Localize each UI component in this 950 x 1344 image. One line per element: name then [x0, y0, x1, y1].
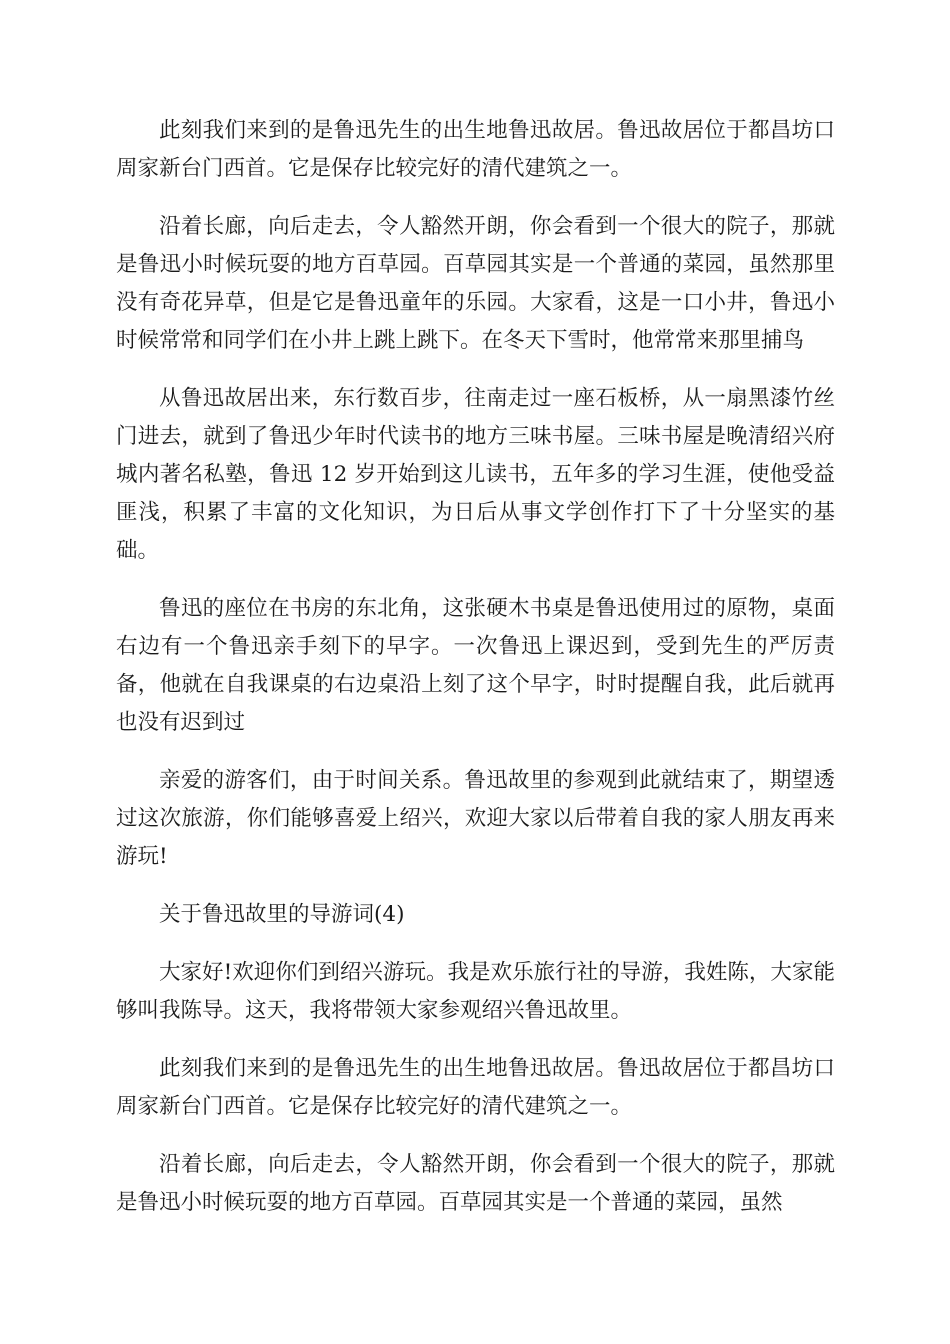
- paragraph-3: 从鲁迅故居出来，东行数百步，往南走过一座石板桥，从一扇黑漆竹丝门进去，就到了鲁迅少年时代读书的地方三味书屋。三味书屋是晚清绍兴府城内著名私塾，鲁迅 12 岁开始到这儿读书，五年多的学习生涯，使他受益匪浅，积累了丰富的文化知识，为日后从事文学创作打下了十分坚实的基础。: [116, 386, 835, 563]
- paragraph-7: 大家好!欢迎你们到绍兴游玩。我是欢乐旅行社的导游，我姓陈，大家能够叫我陈导。这天，我将带领大家参观绍兴鲁迅故里。: [116, 960, 835, 1023]
- paragraph-2: 沿着长廊，向后走去，令人豁然开朗，你会看到一个很大的院子，那就是鲁迅小时候玩耍的地方百草园。百草园其实是一个普通的菜园，虽然那里没有奇花异草，但是它是鲁迅童年的乐园。大家看，这是一口小井，鲁迅小时候常常和同学们在小井上跳上跳下。在冬天下雪时，他常常来那里捕鸟: [116, 214, 835, 353]
- paragraph-8: 此刻我们来到的是鲁迅先生的出生地鲁迅故居。鲁迅故居位于都昌坊口周家新台门西首。它是保存比较完好的清代建筑之一。: [116, 1056, 835, 1119]
- paragraph-5: 亲爱的游客们，由于时间关系。鲁迅故里的参观到此就结束了，期望透过这次旅游，你们能够喜爱上绍兴，欢迎大家以后带着自我的家人朋友再来游玩!: [116, 768, 835, 869]
- section-heading: 关于鲁迅故里的导游词(4): [159, 902, 405, 927]
- paragraph-9: 沿着长廊，向后走去，令人豁然开朗，你会看到一个很大的院子，那就是鲁迅小时候玩耍的地方百草园。百草园其实是一个普通的菜园，虽然: [116, 1152, 835, 1215]
- document-page: [116, 112, 835, 1242]
- paragraph-4: 鲁迅的座位在书房的东北角，这张硬木书桌是鲁迅使用过的原物，桌面右边有一个鲁迅亲手刻下的早字。一次鲁迅上课迟到，受到先生的严厉责备，他就在自我课桌的右边桌沿上刻了这个早字，时时提醒自我，此后就再也没有迟到过: [116, 596, 835, 735]
- paragraph-1: 此刻我们来到的是鲁迅先生的出生地鲁迅故居。鲁迅故居位于都昌坊口周家新台门西首。它是保存比较完好的清代建筑之一。: [116, 118, 835, 181]
